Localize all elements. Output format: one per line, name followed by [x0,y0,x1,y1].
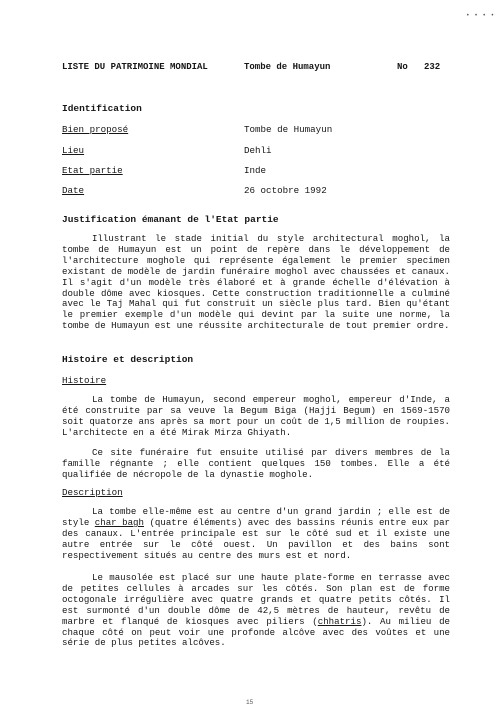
header-number-value: 232 [424,62,441,72]
history-description-heading: Histoire et description [62,354,194,365]
header-site-name: Tombe de Humayun [244,62,331,72]
description-paragraph-2 [62,573,450,649]
field-value-etat: Inde [244,165,267,176]
page-number: 15 [246,699,254,706]
field-value-bien: Tombe de Humayun [244,124,333,135]
description-text-2a: Le mausolée est placé sur une haute plate-forme en terrasse avec de petites cellules à arcades sur les côtés. Son plan est de forme octogonale irrégulière avec quatre grands et quatre petits côtés. Il est surmonté d'un double dôme de 42,5 mètres de hauteur, revêtu de marbre et flanqué de kiosques avec piliers ( [62,572,450,627]
history-paragraph-1 [62,395,450,439]
field-value-lieu: Dehli [244,145,272,156]
description-text-1a: La tombe elle-même est au centre d'un grand jardin ; elle est de style [62,506,450,528]
justification-heading: Justification émanant de l'Etat partie [62,214,279,225]
history-subheading: Histoire [62,375,107,386]
description-paragraph-1 [62,507,450,562]
description-text-2b: ). Au milieu de chaque côté on peut voir une profonde alcôve avec des voûtes et une série de plus petites alcôves. [62,615,450,649]
field-label-lieu: Lieu [62,145,85,156]
description-subheading: Description [62,487,123,498]
history-text-2: Ce site funéraire fut ensuite utilisé par divers membres de la famille régnante ; elle contient quelques 150 tombes. Elle a été qualifiée de nécropole de la dynastie moghole. [62,447,450,480]
field-label-bien: Bien proposé [62,124,129,135]
field-label-etat: Etat partie [62,165,123,176]
history-paragraph-2 [62,448,450,481]
chhatris-term: chhatris [317,615,362,627]
history-text-1: La tombe de Humayun, second empereur moghol, empereur d'Inde, a été construite par sa veuve la Begum Biga (Hajji Begum) en 1569-1570 soit quatorze ans après sa mort pour un coût de 1,5 million de roupies. L'architecte en a été Mirak Mirza Ghiyath. [62,394,450,438]
corner-mark: • • • • [466,12,495,19]
field-value-date: 26 octobre 1992 [244,185,327,196]
char-bagh-term: char bagh [94,516,144,528]
header-title: LISTE DU PATRIMOINE MONDIAL [62,62,208,72]
description-text-1b: (quatre éléments) avec des bassins réunis entre eux par des canaux. L'entrée principale est sur le côté sud et il existe une autre entrée sur le côté ouest. Un pavillon et des bains sont respectivement situés au centre des murs est et nord. [62,516,450,561]
field-label-date: Date [62,185,85,196]
identification-heading: Identification [62,103,142,114]
justification-text: Illustrant le stade initial du style architectural moghol, la tombe de Humayun est un point de repère dans le développement de l'architecture moghole qui représente également le premier specimen existant de modèle de jardin funéraire moghol avec chaussées et canaux. Il s'agit d'un modèle très élaboré et à grande échelle d'élévation à double dôme avec kiosques. Cette construction traditionnelle a culminé avec le Taj Mahal qui fut construit un siècle plus tard. Bien qu'étant le premier exemple d'un modèle qui devint par la suite une norme, la tombe de Humayun est une réussite architecturale de tout premier ordre. [62,233,450,332]
justification-paragraph [62,234,450,332]
header-number-label: No [397,62,408,72]
